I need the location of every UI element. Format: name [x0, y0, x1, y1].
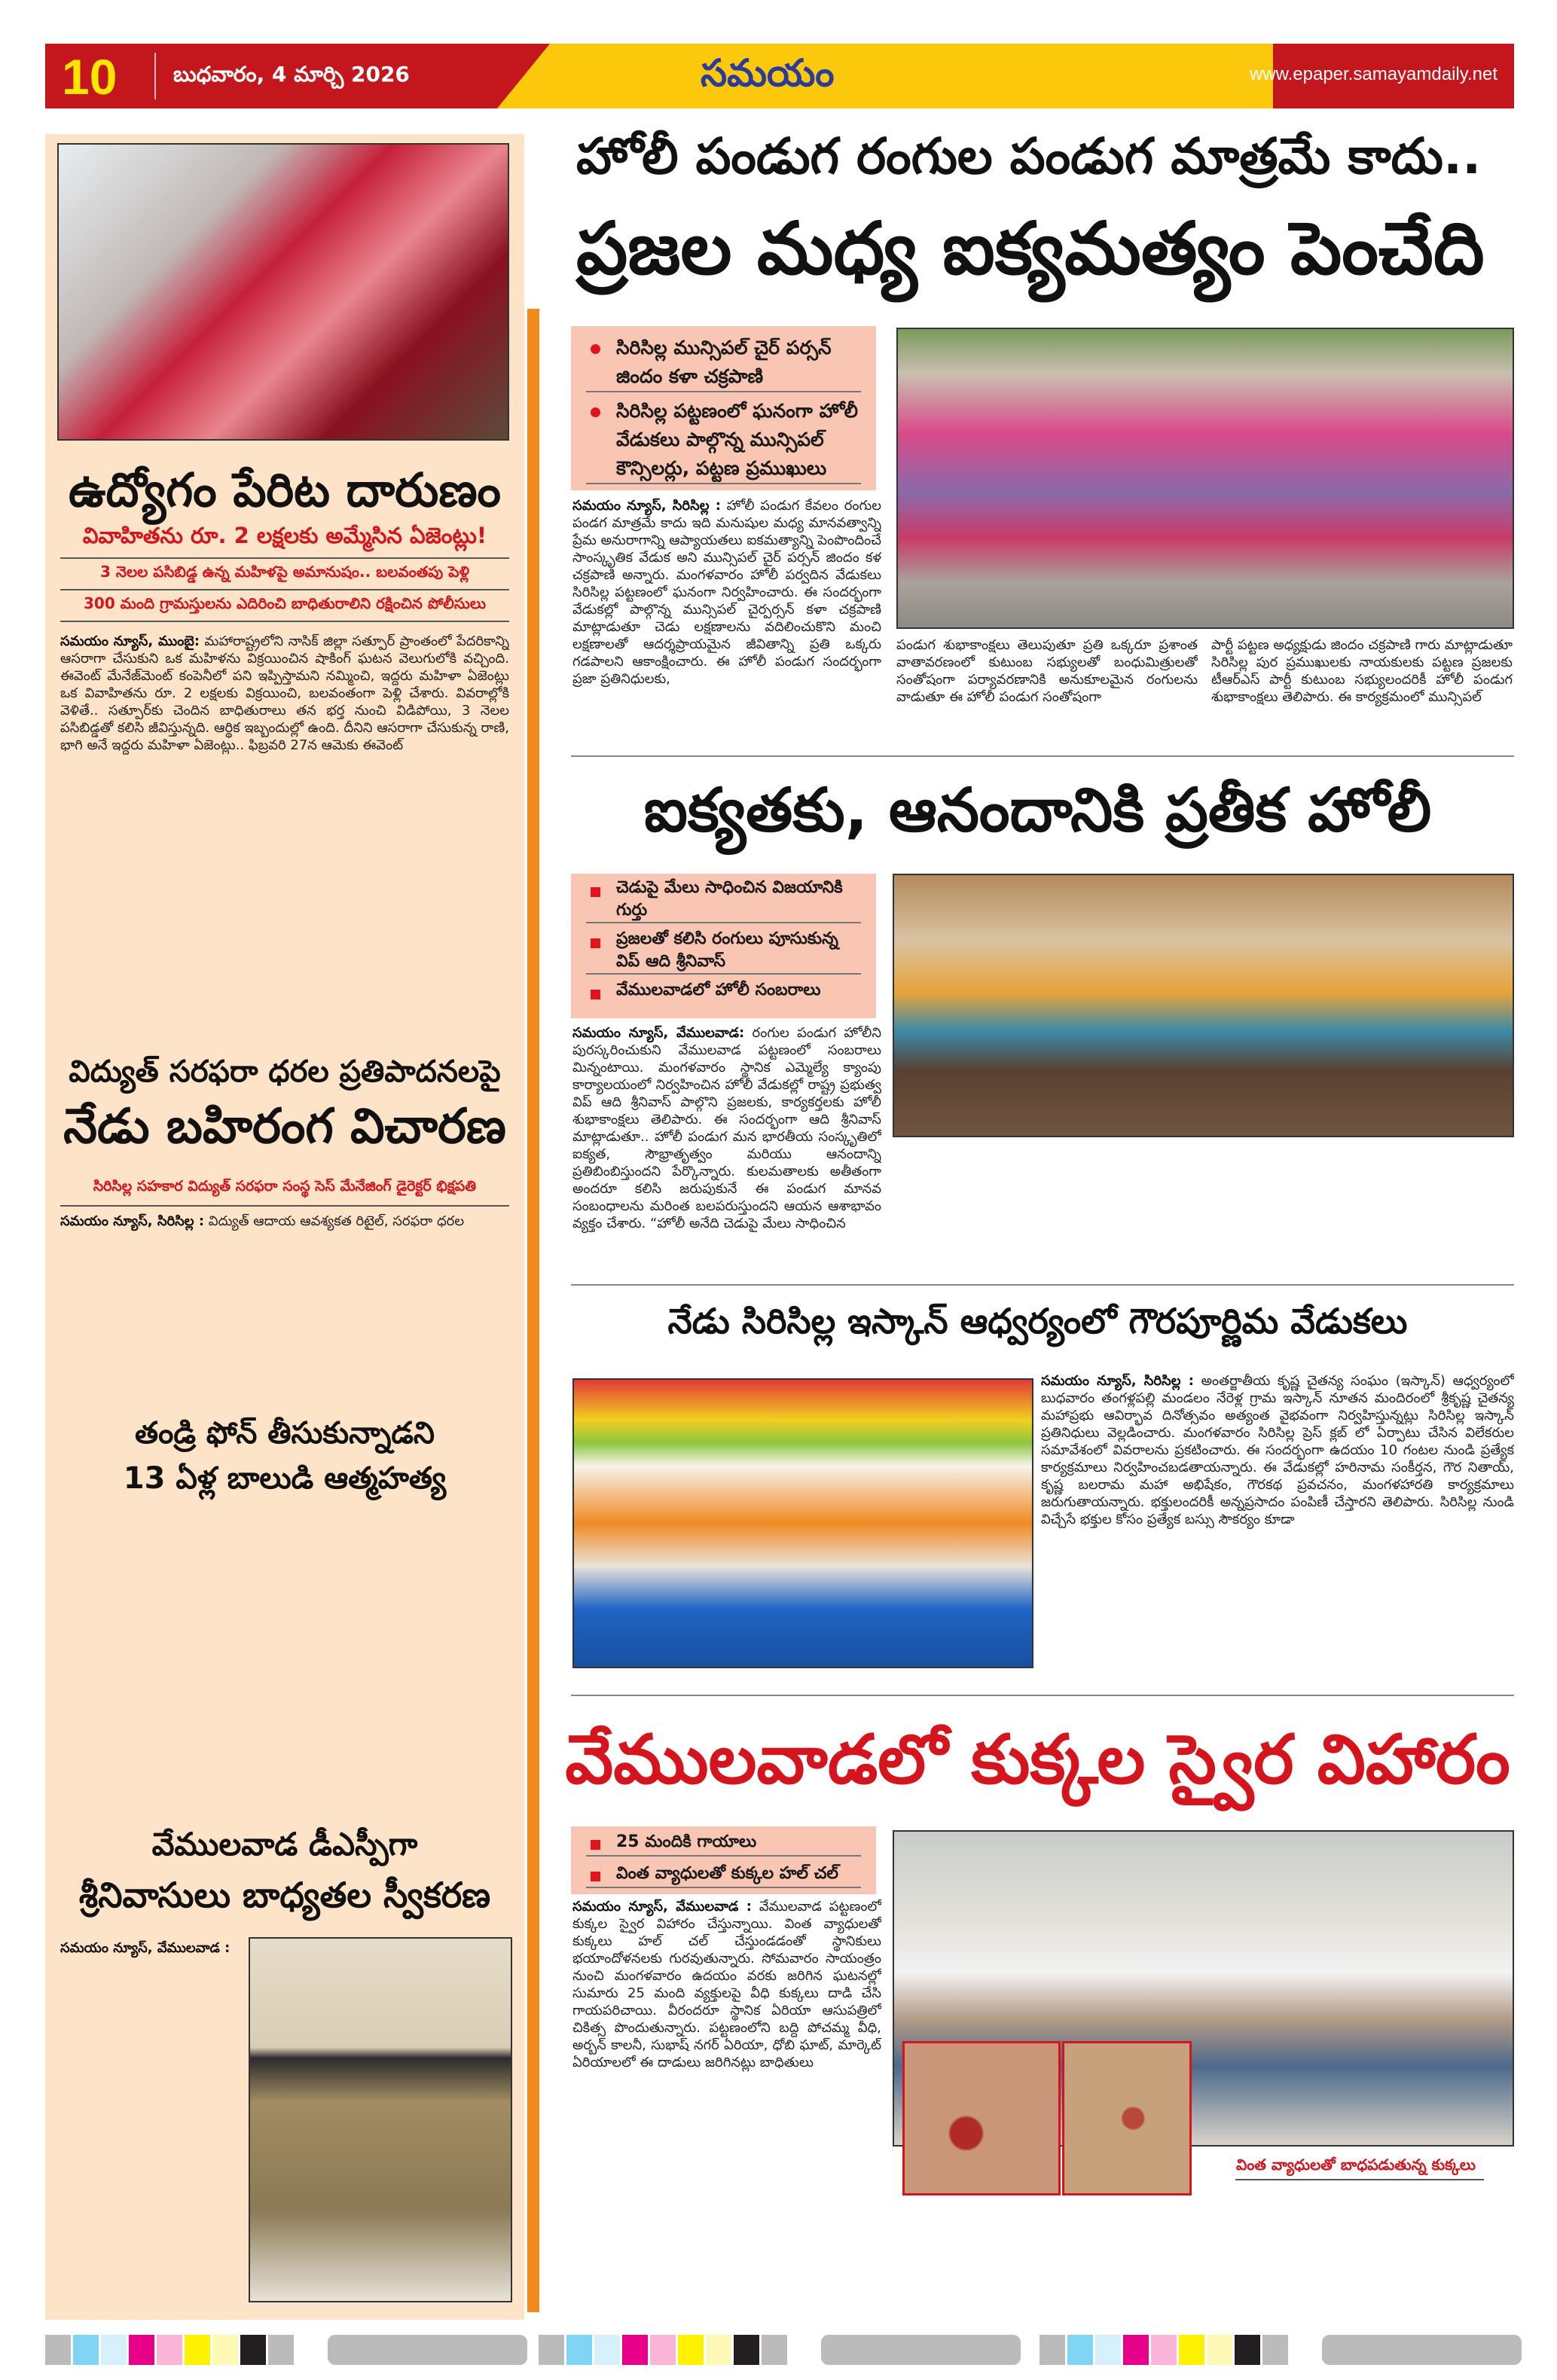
cmyk-strip: [45, 2335, 296, 2365]
issue-date: బుధవారం, 4 మార్చి 2026: [173, 62, 410, 87]
dateline: సమయం న్యూస్, ముంబై:: [60, 633, 200, 649]
main-headline: హోలీ పండుగ రంగుల పండుగ మాత్రమే కాదు..: [576, 127, 1482, 185]
grey-register-bar: [1322, 2335, 1522, 2365]
highlight-item: వేములవాడలో హోలీ సంబరాలు: [586, 979, 861, 1002]
photo-woman-with-red-veil: [57, 143, 509, 441]
cmyk-strip: [539, 2335, 789, 2365]
story-body: సమయం న్యూస్, సిరిసిల్ల : విద్యుత్ ఆదాయ ఆవశ్యకత రిటైల్, సరఫరా ధరల: [60, 1213, 465, 1229]
story-headline: ఐక్యతకు, ఆనందానికి ప్రతీక హోలీ: [643, 775, 1432, 845]
story-deck: 300 మంది గ్రామస్తులను ఎదిరించి బాధితురాలిని రక్షించిన పోలీసులు: [83, 594, 487, 612]
highlight-item: ప్రజలతో కలిసి రంగులు పూసుకున్న విప్ ఆది శ్రీనివాస్: [586, 928, 861, 975]
newspaper-logo: సమయం: [701, 51, 835, 95]
highlight-item: సిరిసిల్ల మున్సిపల్ చైర్ పర్సన్ జిందం కళా చక్రపాణి: [586, 334, 861, 392]
photo-police-officer: [249, 1937, 512, 2302]
page-number: 10: [62, 49, 118, 105]
story-body: సమయం న్యూస్, సిరిసిల్ల : అంతర్జాతీయ కృష్ణ చైతన్య సంఘం (ఇస్కాన్) ఆధ్వర్యంలో బుధవారం తంగళ్లపల్లి మండలం నేరెళ్ల గ్రామ ఇస్కాన్ నూతన మందిరంలో శ్రీకృష్ణ చైతన్య మహాప్రభు ఆవిర్భావ దినోత్సవం అత్యంత వైభవంగా నిర్వహిస్తున్నట్లు సిరిసిల్ల ఇస్కాన్ ప్రతినిధులు వెల్లడించారు. మంగళవారం సిరిసిల్ల ప్రెస్ క్లబ్ లో ఏర్పాటు చేసిన విలేకరుల సమావేశంలో వివరాలను ప్రకటించారు. ఈ సందర్భంగా ఉదయం 10 గంటల నుండి ప్రత్యేక కార్యక్రమాలు నిర్వహించబడతాయన్నారు. ఈ వేడుకల్లో హరినామ సంకీర్తన, గౌర నితాయ్, కృష్ణ బలరామ మహా అభిషేకం, గౌరకథ ప్రవచనం, మంగళహారతి కార్యక్రమాలు జరుగుతాయన్నారు. భక్తులందరికీ అన్నప్రసాదం పంపిణీ చేస్తారని తెలిపారు. సిరిసిల్ల నుండి విచ్చేసే భక్తుల కోసం ప్రత్యేక బస్సు సౌకర్యం కూడా: [1041, 1373, 1514, 1527]
highlights-box: [571, 874, 876, 1018]
highlight-item: వింత వ్యాధులతో కుక్కల హల్ చల్: [586, 1861, 861, 1888]
column-accent-bar: [527, 309, 539, 2312]
story-headline: విద్యుత్ సరఫరా ధరల ప్రతిపాదనలపై: [69, 1054, 501, 1089]
highlight-item: 25 మందికి గాయాలు: [586, 1829, 861, 1857]
story-body: పండుగ శుభాకాంక్షలు తెలుపుతూ ప్రతి ఒక్కరూ ప్రశాంత వాతావరణంలో కుటుంబ సభ్యులతో బంధుమిత్రులతో సంతోషంగా పర్యావరణానికి అనుకూలమైన రంగులను వాడుతూ ఈ హోలీ పండుగ సంతోషంగా: [896, 637, 1198, 705]
highlights-box: [571, 1826, 876, 1894]
grey-register-bar: [821, 2335, 1021, 2365]
story-body: సమయం న్యూస్, వేములవాడ: రంగుల పండుగ హోలీని పురస్కరించుకుని వేములవాడ పట్టణంలో సంబరాలు మిన్నంటాయి. మంగళవారం స్థానిక ఎమ్మెల్యే క్యాంపు కార్యాలయంలో నిర్వహించిన హోలీ వేడుకల్లో రాష్ట్ర ప్రభుత్వ విప్ ఆది శ్రీనివాస్ పాల్గొని ప్రజలకు, కార్యకర్తలకు హోలీ శుభాకాంక్షలు తెలిపారు. ఈ సందర్భంగా ఆది శ్రీనివాస్ మాట్లాడుతూ.. హోలీ పండుగ మన భారతీయ సంస్కృతిలో ఐక్యత, సౌభ్రాతృత్వం మరియు ఆనందాన్ని ప్రతిబింబిస్తుందని పేర్కొన్నారు. కులమతాలకు అతీతంగా అందరూ కలిసి జరుపుకునే ఈ పండుగ మానవ సంబంధాలను మరింత బలపరుస్తుందని ఆయన ఆశాభావం వ్యక్తం చేశారు. “హోలీ అనేది చెడుపై మేలు సాధించిన: [572, 1025, 881, 1231]
story-headline: శ్రీనివాసులు బాధ్యతల స్వీకరణ: [78, 1875, 491, 1915]
photo-caption: వింత వ్యాధులతో బాధపడుతున్న కుక్కలు: [1236, 2156, 1476, 2174]
grey-register-bar: [328, 2335, 527, 2365]
story-deck: 3 నెలల పసిబిడ్డ ఉన్న మహిళపై అమానుషం.. బలవంతపు పెళ్లి: [100, 563, 469, 581]
dateline: సమయం న్యూస్, వేములవాడ :: [572, 1899, 752, 1915]
story-subhead: సిరిసిల్ల సహకార విద్యుత్ సరఫరా సంస్థ సెస్ మేనేజింగ్ డైరెక్టర్ భిక్షపతి: [93, 1178, 477, 1195]
highlight-item: సిరిసిల్ల పట్టణంలో ఘనంగా హోలీ వేడుకలు పాల్గొన్న మున్సిపల్ కౌన్సిలర్లు, పట్టణ ప్రముఖులు: [586, 397, 861, 484]
photo-holi-celebration-group: [896, 328, 1514, 629]
inset-photo-wound: [902, 2041, 1061, 2195]
story-body: [60, 1939, 249, 2301]
divider: [154, 53, 156, 99]
inset-photo-wound: [1062, 2041, 1192, 2195]
main-headline: ప్రజల మధ్య ఐక్యమత్యం పెంచేది: [576, 206, 1485, 291]
dateline: సమయం న్యూస్, వేములవాడ :: [60, 1940, 230, 1956]
epaper-url[interactable]: www.epaper.samayamdaily.net: [1249, 64, 1497, 84]
story-body: పార్టీ పట్టణ అధ్యక్షుడు జిందం చక్రపాణి గారు మాట్లాడుతూ సిరిసిల్ల పుర ప్రముఖులకు నాయకులకు పట్టణ ప్రజలకు టీఆర్ఎస్ పార్టీ కుటుంబ సభ్యులందరికీ హోలీ పండుగ శుభాకాంక్షలు తెలిపారు. ఈ కార్యక్రమంలో మున్సిపల్: [1211, 637, 1513, 705]
story-body: సమయం న్యూస్, వేములవాడ : వేములవాడ పట్టణంలో కుక్కల స్వైర విహారం చేస్తున్నాయి. వింత వ్యాధులతో కుక్కలు హల్ చల్ చేస్తుండడంతో స్థానికులు భయాందోళనలకు గురవుతున్నారు. సోమవారం సాయంత్రం నుంచి మంగళవారం ఉదయం వరకు జరిగిన ఘటనల్లో సుమారు 25 మంది వ్యక్తులపై వీధి కుక్కలు దాడి చేసి గాయపరిచాయి. వీరందరూ స్థానిక ఏరియా ఆసుపత్రిలో చికిత్స పొందుతున్నారు. పట్టణంలోని బద్ది పోచమ్మ వీధి, అర్బన్ కాలనీ, సుభాష్ నగర్ ఏరియా, ధోబి ఘాట్, మార్కెట్ ఏరియాలలో ఈ దాడులు జరిగినట్లు బాధితులు: [572, 1899, 881, 2070]
dateline: సమయం న్యూస్, సిరిసిల్ల :: [572, 498, 721, 514]
story-headline: తండ్రి ఫోన్ తీసుకున్నాడని: [134, 1416, 435, 1451]
highlights-box: [571, 326, 876, 490]
highlight-item: చెడుపై మేలు సాధించిన విజయానికి గుర్తు: [586, 877, 861, 923]
story-headline: నేడు బహిరంగ విచారణ: [63, 1099, 506, 1155]
story-headline: 13 ఏళ్ల బాలుడి ఆత్మహత్య: [123, 1461, 447, 1496]
story-subhead: వివాహితను రూ. 2 లక్షలకు అమ్మేసిన ఏజెంట్లు!: [82, 523, 487, 548]
story-body: సమయం న్యూస్, సిరిసిల్ల : హోలీ పండుగ కేవలం రంగుల పండగ మాత్రమే కాదు ఇది మనుషుల మధ్య మానవత్వాన్ని ప్రేమ అనురాగాన్ని ఆప్యాయతలు ఐకమత్యాన్ని పెంపొందించే సాంస్కృతిక వేడుక అని మున్సిపల్ చైర్ పర్సన్ జిందం కళ చక్రపాణి అన్నారు. మంగళవారం హోలీ పర్వదిన వేడుకలు సిరిసిల్ల పట్టణంలో ఘనంగా నిర్వహించారు. ఈ సందర్భంగా వేడుకల్లో పాల్గొన్న మున్సిపల్ చైర్పర్సన్ కళా చక్రపాణి మాట్లాడుతూ చెడు లక్షణాలను వదిలించుకొని మంచి లక్షణాలతో ఆదర్శప్రాయమైన జీవితాన్ని ప్రతి ఒక్కరు గడపాలని ఆకాంక్షించారు. ఈ హోలీ పండుగ సందర్భంగా ప్రజా ప్రతినిధులకు,: [572, 498, 881, 687]
cmyk-strip: [1040, 2335, 1290, 2365]
photo-iskcon-press-meet: [572, 1378, 1033, 1668]
masthead-yellow-band: [497, 44, 1273, 108]
dateline: సమయం న్యూస్, సిరిసిల్ల :: [60, 1213, 205, 1229]
dateline: సమయం న్యూస్, సిరిసిల్ల :: [1041, 1373, 1194, 1389]
story-headline: ఉద్యోగం పేరిట దారుణం: [69, 462, 501, 517]
photo-holi-office-celebration: [893, 874, 1514, 1137]
story-headline: వేములవాడ డీఎస్పీగా: [151, 1826, 418, 1863]
story-headline: వేములవాడలో కుక్కల స్వైర విహారం: [565, 1720, 1510, 1799]
story-headline: నేడు సిరిసిల్ల ఇస్కాన్ ఆధ్వర్యంలో గౌరపూర్ణిమ వేడుకలు: [667, 1301, 1408, 1341]
dateline: సమయం న్యూస్, వేములవాడ:: [572, 1025, 745, 1041]
masthead: [45, 44, 1514, 108]
story-body: సమయం న్యూస్, ముంబై: మహారాష్ట్రలోని నాసిక్ జిల్లా సత్పూర్ ప్రాంతంలో పేదరికాన్ని ఆసరాగా చేసుకుని ఒక మహిళను విక్రయించిన షాకింగ్ ఘటన వెలుగులోకి వచ్చింది. ఈవెంట్ మేనేజ్‌మెంట్ కంపెనీలో పని ఇప్పిస్తామని నమ్మించి, ఇద్దరు మహిళా ఏజెంట్లు ఒక వివాహితను రూ. 2 లక్షలకు విక్రయించి, బలవంతంగా పెళ్లి చేశారు. వివరాల్లోకి వెళితే.. సత్పూర్‌కు చెందిన బాధితురాలు తన భర్త నుంచి విడిపోయి, 3 నెలల పసిబిడ్డతో కలిసి జీవిస్తున్నది. ఆర్థిక ఇబ్బందుల్లో ఉంది. దీనిని ఆసరాగా చేసుకున్న రాణి, భాగి అనే ఇద్దరు మహిళా ఏజెంట్లు.. ఫిబ్రవరి 27న ఆమెకు ఈవెంట్: [60, 633, 509, 753]
